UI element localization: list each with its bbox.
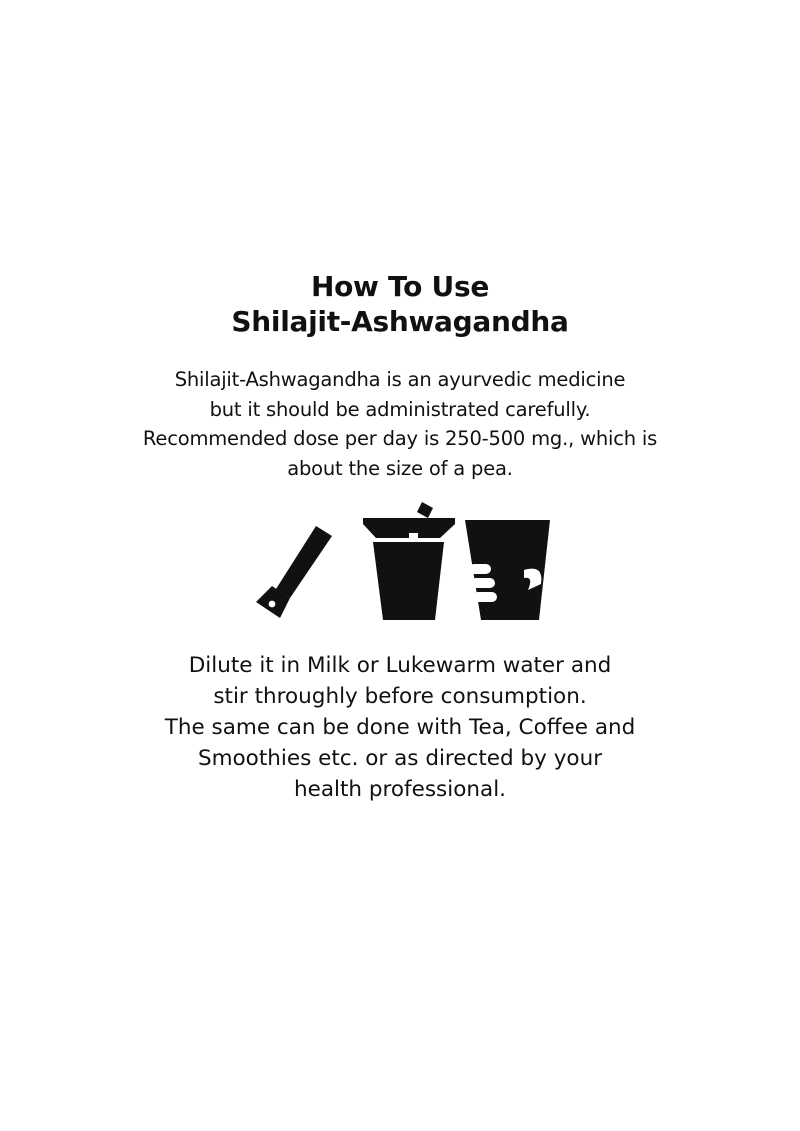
intro-paragraph bbox=[0, 365, 800, 483]
usage-line: The same can be done with Tea, Coffee and bbox=[164, 715, 636, 740]
usage-icons bbox=[250, 498, 555, 628]
intro-line: about the size of a pea. bbox=[287, 456, 513, 480]
intro-line: Recommended dose per day is 250-500 mg., which is bbox=[142, 427, 658, 450]
cup-with-stirrer-icon bbox=[363, 502, 455, 620]
usage-line: stir throughly before consumption. bbox=[213, 684, 587, 709]
intro-line: Shilajit-Ashwagandha is an ayurvedic medicine bbox=[174, 368, 626, 391]
usage-paragraph bbox=[0, 650, 800, 805]
heading-how-to-use: How To Use bbox=[310, 270, 490, 303]
usage-line: Smoothies etc. or as directed by your bbox=[197, 746, 603, 771]
intro-line: but it should be administrated carefully. bbox=[209, 397, 591, 421]
usage-line: health professional. bbox=[294, 777, 506, 802]
spoon-icon bbox=[256, 526, 332, 618]
heading-product-name: Shilajit-Ashwagandha bbox=[231, 305, 569, 338]
hand-holding-cup-icon bbox=[465, 520, 550, 620]
usage-line: Dilute it in Milk or Lukewarm water and bbox=[188, 653, 612, 678]
